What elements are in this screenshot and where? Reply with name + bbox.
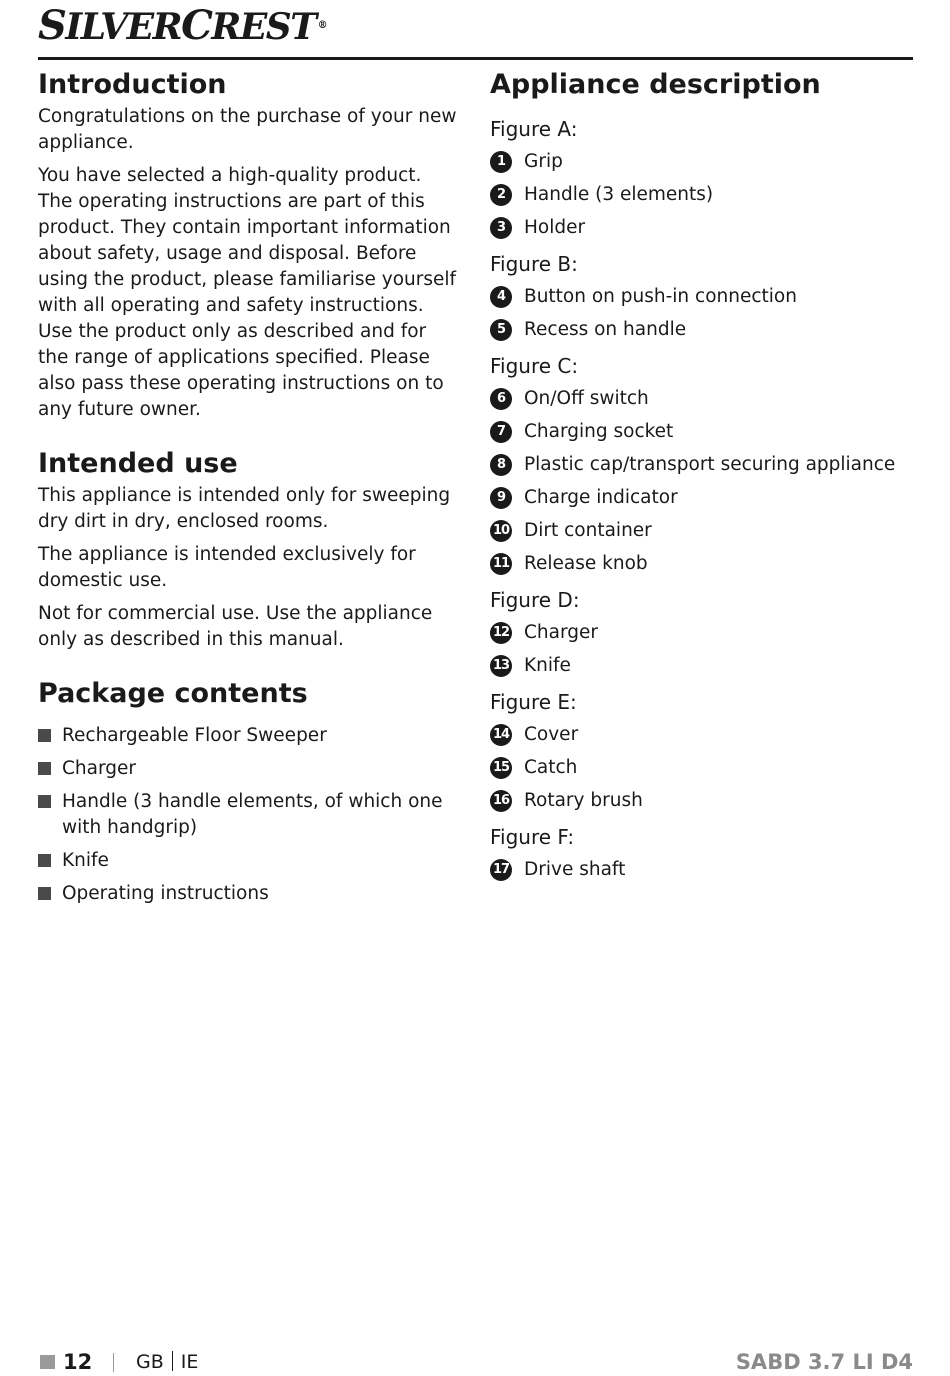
square-bullet-icon: [38, 762, 51, 775]
part-item: 17 Drive shaft: [490, 857, 920, 883]
header-rule: [38, 57, 913, 60]
intended-use-paragraph-3: Not for commercial use. Use the appliance only as described in this manual.: [38, 603, 433, 650]
footer-square-icon: [40, 1355, 55, 1369]
part-item: 14 Cover: [490, 722, 920, 748]
part-number-badge: 4: [490, 286, 512, 308]
language-divider: [172, 1351, 173, 1371]
square-bullet-icon: [38, 854, 51, 867]
part-number-badge: 11: [490, 553, 512, 575]
list-item: Knife: [38, 848, 458, 874]
introduction-heading: Introduction: [38, 69, 227, 100]
part-item: 10 Dirt container: [490, 518, 920, 544]
figure-label: Figure D:: [490, 588, 580, 612]
part-item: 7 Charging socket: [490, 419, 920, 445]
part-item: 16 Rotary brush: [490, 788, 920, 814]
part-number-badge: 14: [490, 724, 512, 746]
part-number-badge: 15: [490, 757, 512, 779]
part-number-badge: 8: [490, 454, 512, 476]
language-codes: GB IE: [136, 1351, 199, 1373]
part-item: 5 Recess on handle: [490, 317, 920, 343]
trademark-symbol: ®: [317, 20, 328, 31]
part-number-badge: 6: [490, 388, 512, 410]
part-item: 6 On/Off switch: [490, 386, 920, 412]
package-contents-section: [38, 675, 458, 907]
part-number-badge: 12: [490, 622, 512, 644]
figure-label: Figure E:: [490, 690, 577, 714]
left-column: [38, 66, 458, 914]
model-number: SABD 3.7 LI D4: [735, 1350, 913, 1374]
square-bullet-icon: [38, 887, 51, 900]
part-item: 13 Knife: [490, 653, 920, 679]
part-number-badge: 7: [490, 421, 512, 443]
part-item: 3 Holder: [490, 215, 920, 241]
intended-use-paragraph-1: This appliance is intended only for sweeping dry dirt in dry, enclosed rooms.: [38, 485, 451, 532]
part-number-badge: 10: [490, 520, 512, 542]
part-item: 8 Plastic cap/transport securing appliance: [490, 452, 920, 478]
list-item: Rechargeable Floor Sweeper: [38, 723, 458, 749]
appliance-description-heading: Appliance description: [490, 69, 821, 100]
part-number-badge: 17: [490, 859, 512, 881]
part-item: 11 Release knob: [490, 551, 920, 577]
part-item: 2 Handle (3 elements): [490, 182, 920, 208]
square-bullet-icon: [38, 729, 51, 742]
introduction-paragraph-2: You have selected a high-quality product. The operating instructions are part of this product. They contain important information about safety, usage and disposal. Before using the product, please familiarise yourself with all operating and safety instructions. Use the product only as described and for the range of applications specified. Please also pass these operating instructions on to any future owner.: [38, 165, 457, 420]
part-number-badge: 2: [490, 184, 512, 206]
list-item: Charger: [38, 756, 458, 782]
list-item: Operating instructions: [38, 881, 458, 907]
part-number-badge: 3: [490, 217, 512, 239]
part-item: 12 Charger: [490, 620, 920, 646]
square-bullet-icon: [38, 795, 51, 808]
part-number-badge: 13: [490, 655, 512, 677]
list-item: Handle (3 handle elements, of which one with handgrip): [38, 789, 458, 841]
part-number-badge: 5: [490, 319, 512, 341]
figure-label: Figure F:: [490, 825, 575, 849]
page-number: 12: [63, 1350, 93, 1374]
part-item: 1 Grip: [490, 149, 920, 175]
part-item: 4 Button on push-in connection: [490, 284, 920, 310]
package-contents-heading: Package contents: [38, 678, 308, 709]
page-footer: [38, 1348, 913, 1376]
intended-use-section: [38, 445, 458, 653]
intended-use-paragraph-2: The appliance is intended exclusively for domestic use.: [38, 544, 416, 591]
part-number-badge: 1: [490, 151, 512, 173]
introduction-paragraph-1: Congratulations on the purchase of your new appliance.: [38, 106, 457, 153]
part-item: 15 Catch: [490, 755, 920, 781]
part-number-badge: 9: [490, 487, 512, 509]
part-number-badge: 16: [490, 790, 512, 812]
part-item: 9 Charge indicator: [490, 485, 920, 511]
brand-logo: SILVERCREST ®: [38, 2, 328, 49]
figure-label: Figure B:: [490, 252, 578, 276]
right-column: [490, 66, 920, 883]
introduction-section: [38, 66, 458, 423]
figure-label: Figure C:: [490, 354, 579, 378]
package-contents-list: [38, 723, 458, 907]
figure-label: Figure A:: [490, 117, 578, 141]
intended-use-heading: Intended use: [38, 448, 238, 479]
footer-divider: [113, 1353, 114, 1372]
